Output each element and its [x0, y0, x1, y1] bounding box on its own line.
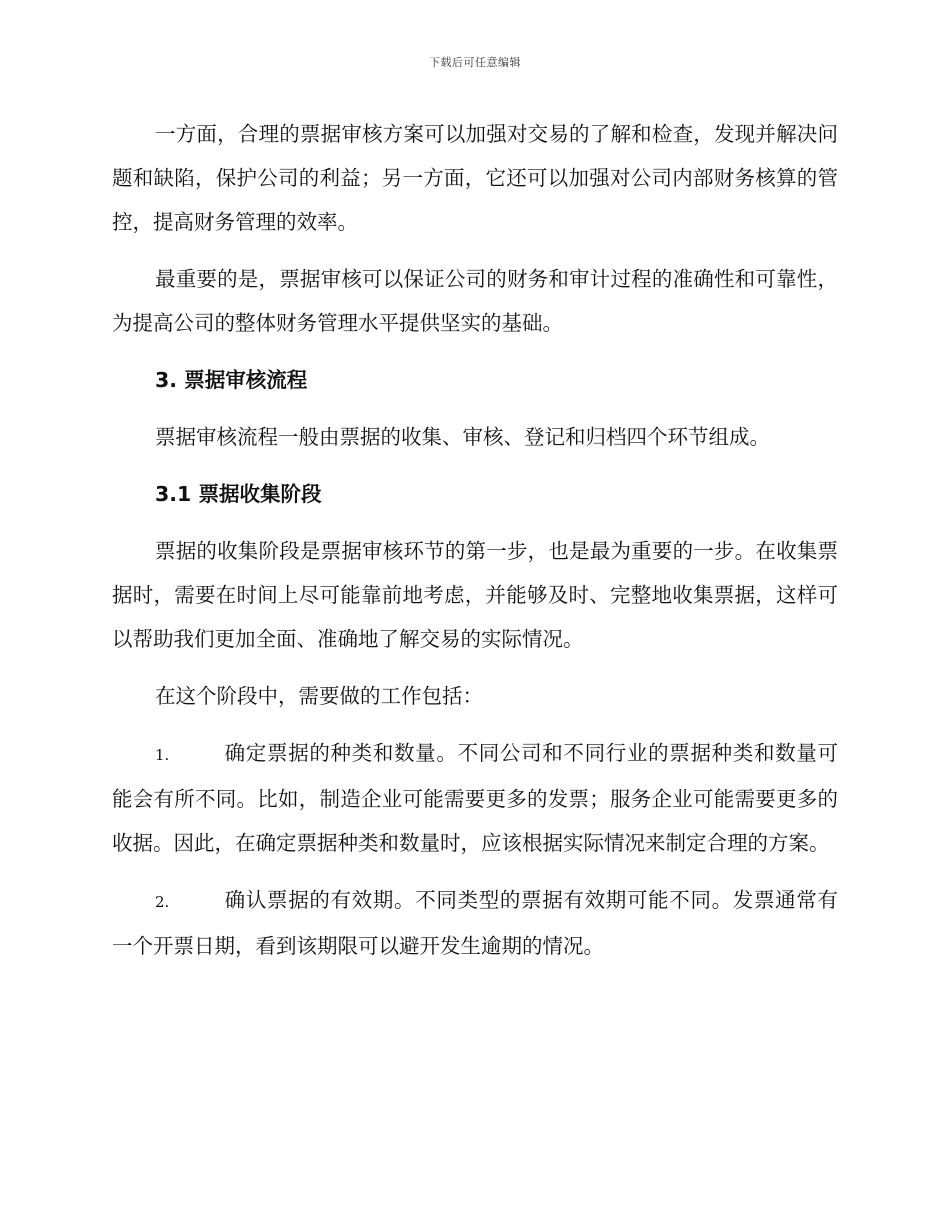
list-item: [112, 731, 838, 865]
paragraph-3: 票据审核流程一般由票据的收集、审核、登记和归档四个环节组成。: [155, 425, 770, 449]
list-item-text: 确认票据的有效期。不同类型的票据有效期可能不同。发票通常有一个开票日期，看到该期限可以避开发生逾期的情况。: [112, 888, 838, 958]
list-item-number: 2.: [155, 893, 170, 911]
list-item-number: 1.: [155, 746, 170, 764]
paragraph-2: 最重要的是，票据审核可以保证公司的财务和审计过程的准确性和可靠性，为提高公司的整体财务管理水平提供坚实的基础。: [112, 267, 838, 335]
paragraph-1: 一方面，合理的票据审核方案可以加强对交易的了解和检查，发现并解决问题和缺陷，保护公司的利益；另一方面，它还可以加强对公司内部财务核算的管控，提高财务管理的效率。: [112, 122, 838, 234]
document-body: [112, 112, 838, 968]
subsection-heading-3-1: 3.1 票据收集阶段: [155, 482, 322, 506]
section-heading-3: 3. 票据审核流程: [155, 368, 308, 392]
list-item-text: 确定票据的种类和数量。不同公司和不同行业的票据种类和数量可能会有所不同。比如，制造企业可能需要更多的发票；服务企业可能需要更多的收据。因此，在确定票据种类和数量时，应该根据实际情况来制定合理的方案。: [112, 741, 838, 855]
paragraph-5: 在这个阶段中，需要做的工作包括：: [155, 684, 483, 708]
list-item: [112, 878, 838, 968]
paragraph-4: 票据的收集阶段是票据审核环节的第一步，也是最为重要的一步。在收集票据时，需要在时间上尽可能靠前地考虑，并能够及时、完整地收集票据，这样可以帮助我们更加全面、准确地了解交易的实际情况。: [112, 539, 838, 651]
header-note: 下载后可任意编辑: [429, 56, 521, 69]
